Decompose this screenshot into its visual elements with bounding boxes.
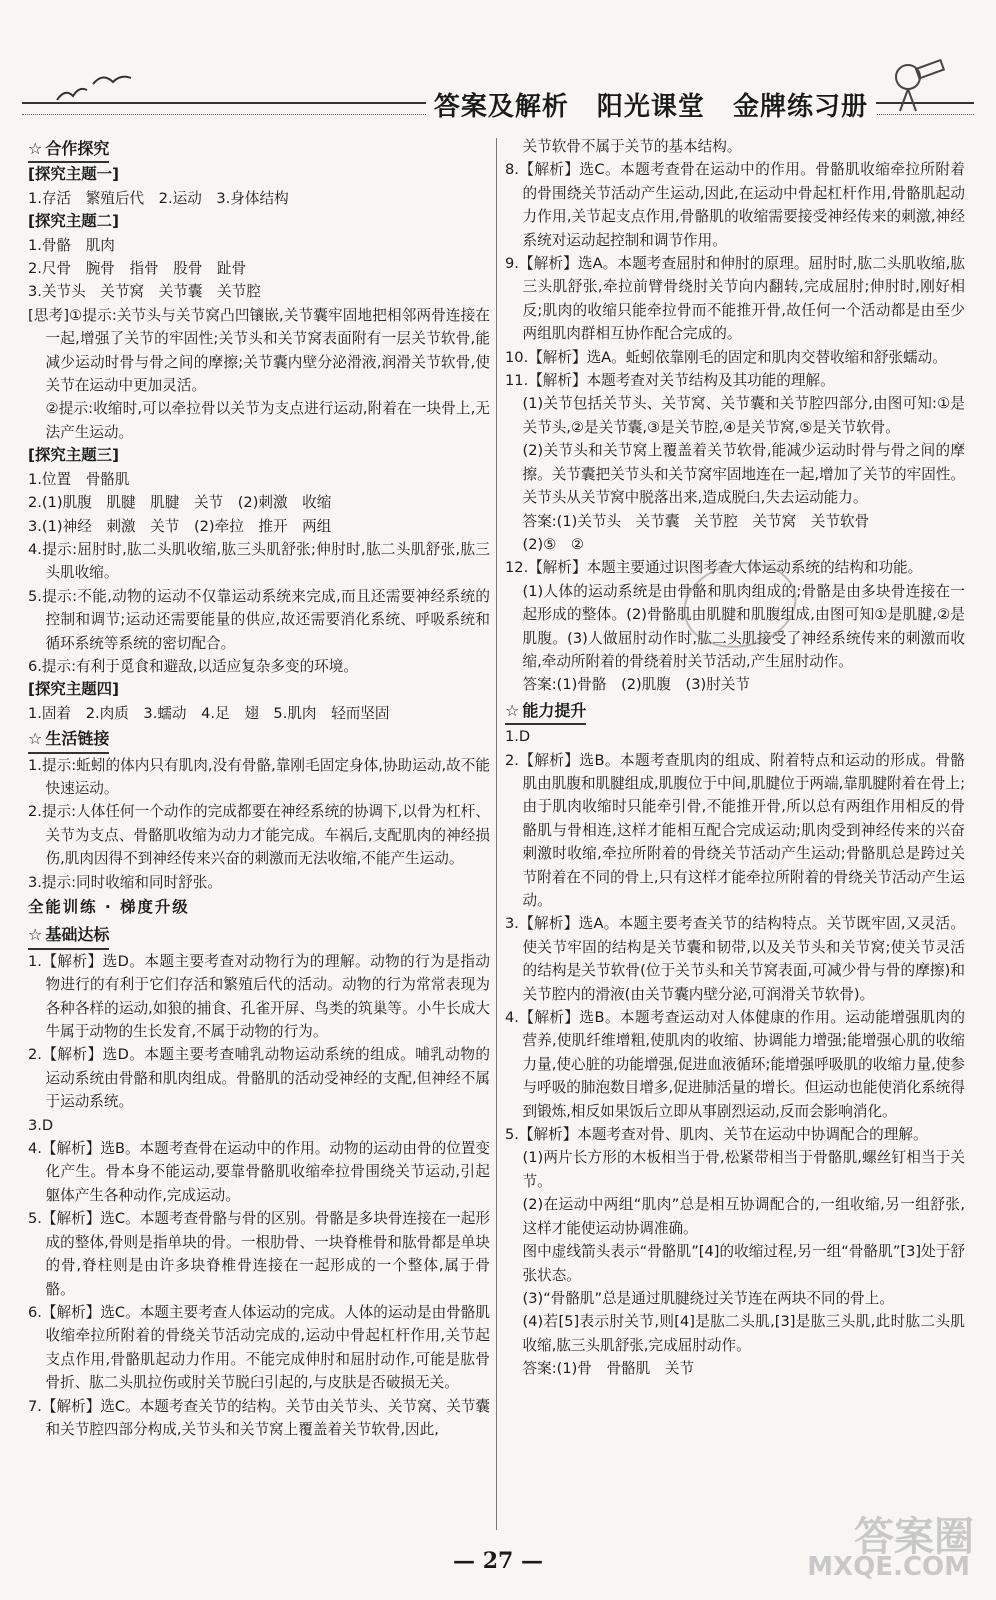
answer-item: 1.提示:蚯蚓的体内只有肌肉,没有骨骼,靠刚毛固定身体,协助运动,故不能快速运动。	[28, 756, 490, 797]
answer-item: 1.【解析】选D。本题主要考查对动物行为的理解。动物的行为是指动物进行的有利于它们存活和繁殖后代的活动。动物的行为常常表现为各种各样的运动,如狼的捕食、孔雀开屏、鸟类的筑巢等。小牛长成大牛属于动物的生长发育,不属于动物的行为。	[28, 952, 490, 1041]
answer-item: 5.【解析】本题考查对骨、肌肉、关节在运动中协调配合的理解。	[505, 1126, 928, 1144]
header-answers-label: 答案及解析	[433, 92, 569, 122]
answer-subitem: (4)若[5]表示肘关节,则[4]是肱二头肌,[3]是肱三头肌,此时肱二头肌收缩,肱三头肌舒张,完成屈肘动作。	[522, 1313, 965, 1354]
answer-item: [思考]①提示:关节头与关节窝凸凹镶嵌,关节囊牢固地把相邻两骨连接在一起,增强了关节的牢固性;关节头和关节窝表面附有一层关节软骨,能减少运动时骨与骨之间的摩擦;关节囊内壁分泌滑液,润滑关节软骨,使关节在运动中更加灵活。	[28, 306, 490, 395]
section-heading	[28, 923, 109, 949]
answer-item: 4.【解析】选B。本题考查骨在运动中的作用。动物的运动由骨的位置变化产生。骨本身不能运动,要靠骨骼肌收缩牵拉骨围绕关节运动,引起躯体产生各种动作,完成运动。	[28, 1140, 490, 1204]
star-icon: ☆	[505, 700, 520, 720]
answer-item: 5.【解析】选C。本题考查骨骼与骨的区别。骨骼是多块骨连接在一起形成的整体,骨则是指单块的骨。一根肋骨、一块脊椎骨和肱骨都是单块的骨,脊柱则是由许多块脊椎骨连接在一起形成的一个整体,属于骨骼。	[28, 1210, 490, 1298]
answer-line: 2.尺骨 腕骨 指骨 股骨 趾骨	[28, 260, 247, 278]
header-series-label: 阳光课堂	[596, 92, 705, 122]
answer-subitem: (2)在运动中两组“肌肉”总是相互协调配合的,一组收缩,另一组舒张,这样才能使运动协调准确。	[522, 1196, 965, 1237]
section-heading-text: 基础达标	[45, 925, 110, 945]
answer-line: 1.位置 骨骼肌	[28, 470, 130, 488]
page-header	[0, 0, 996, 135]
answer-subitem: ②提示:收缩时,可以牵拉骨以关节为支点进行运动,附着在一块骨上,无法产生运动。	[45, 400, 490, 441]
watermark-url: MXQE.COM	[807, 1552, 970, 1582]
answer-subitem: 答案:(1)关节头 关节囊 关节腔 关节窝 关节软骨	[522, 512, 870, 530]
answer-line: 1.骨骼 肌肉	[28, 236, 115, 254]
answer-item: 7.【解析】选C。本题考查关节的结构。关节由关节头、关节窝、关节囊和关节腔四部分构成,关节头和关节窝上覆盖着关节软骨,因此,	[28, 1397, 490, 1438]
header-title	[426, 86, 876, 123]
answer-item: 8.【解析】选C。本题考查骨在运动中的作用。骨骼肌收缩牵拉所附着的骨围绕关节活动产生运动,因此,在运动中骨起杠杆作用,骨骼肌起动力作用,关节起支点作用,骨骼肌的收缩需要接受神经传来的刺激,神经系统对运动起控制和调节作用。	[505, 161, 965, 249]
column-divider	[496, 138, 497, 1530]
star-icon: ☆	[28, 139, 43, 158]
section-heading-text: 合作探究	[45, 139, 110, 158]
header-book-label: 金牌练习册	[732, 92, 868, 122]
answer-subitem: 图中虚线箭头表示“骨骼肌”[4]的收缩过程,另一组“骨骼肌”[3]处于舒张状态。	[522, 1243, 965, 1284]
answer-subitem: (3)“骨骼肌”总是通过肌腱绕过关节连在两块不同的骨上。	[522, 1289, 894, 1307]
telescope-icon	[886, 55, 956, 115]
answer-subitem: 答案:(1)骨 骨骼肌 关节	[522, 1360, 695, 1378]
answer-subitem: (1)两片长方形的木板相当于骨,松紧带相当于骨骼肌,螺丝钉相当于关节。	[522, 1149, 965, 1190]
answer-subitem: (1)人体的运动系统是由骨骼和肌肉组成的;骨骼是由多块骨连接在一起形成的整体。(2)骨骼肌由肌腱和肌腹组成,由图可知①是肌腱,②是肌腹。(3)人做屈肘动作时,肱二头肌接受了神经系统传来的刺激而收缩,牵动所附着的骨绕着肘关节活动,产生屈肘动作。	[522, 582, 965, 670]
answer-item: 2.【解析】选D。本题主要考查哺乳动物运动系统的组成。哺乳动物的运动系统由骨骼和肌肉组成。骨骼肌的活动受神经的支配,但神经不属于运动系统。	[28, 1046, 490, 1111]
answer-item: 2.提示:人体任何一个动作的完成都要在神经系统的协调下,以骨为杠杆、关节为支点、骨骼肌收缩为动力才能完成。车祸后,支配肌肉的神经损伤,肌肉因得不到神经传来兴奋的刺激而无法收缩,不能产生运动。	[28, 803, 490, 868]
answer-item: 10.【解析】选A。蚯蚓依靠刚毛的固定和肌肉交替收缩和舒张蠕动。	[505, 348, 947, 366]
star-icon: ☆	[28, 925, 43, 945]
topic-heading: [探究主题四]	[28, 680, 120, 699]
section-heading	[28, 727, 109, 753]
watermark-logo: 答案圈	[854, 1514, 974, 1560]
answer-subitem: (1)关节包括关节头、关节窝、关节囊和关节腔四部分,由图可知:①是关节头,②是关节囊,③是关节腔,④是关节窝,⑤是关节软骨。	[522, 395, 965, 436]
answer-subitem: (2)⑤ ②	[522, 535, 584, 553]
answer-item: 6.提示:有利于觅食和避敌,以适应复杂多变的环境。	[28, 657, 358, 675]
answer-line: 3.(1)神经 刺激 关节 (2)牵拉 推开 两组	[28, 517, 332, 535]
topic-heading: [探究主题二]	[28, 212, 120, 231]
page-number: — 27 —	[453, 1548, 543, 1574]
section-heading	[505, 699, 586, 725]
right-column	[505, 135, 965, 1381]
answer-line: 1.固着 2.肉质 3.蠕动 4.足 翅 5.肌肉 轻而坚固	[28, 704, 390, 722]
answer-line: 1.存活 繁殖后代 2.运动 3.身体结构	[28, 189, 289, 207]
topic-heading: [探究主题三]	[28, 446, 120, 465]
answer-item: 4.提示:屈肘时,肱二头肌收缩,肱三头肌舒张;伸肘时,肱二头肌舒张,肱三头肌收缩。	[28, 540, 490, 582]
answer-item: 11.【解析】本题考查对关节结构及其功能的理解。	[505, 372, 835, 390]
answer-item: 6.【解析】选C。本题主要考查人体运动的完成。人体的运动是由骨骼肌收缩牵拉所附着的骨绕关节活动完成的,运动中骨起杠杆作用,关节起支点作用,骨骼肌起动力作用。不能完成伸肘和屈肘动作,可能是肱骨骨折、肱二头肌拉伤或肘关节脱臼引起的,与皮肤是否破损无关。	[28, 1303, 490, 1392]
answer-item: 12.【解析】本题主要通过识图考查人体运动系统的结构和功能。	[505, 559, 923, 577]
answer-item: 2.【解析】选B。本题考查肌肉的组成、附着特点和运动的形成。骨骼肌由肌腹和肌腱组成,肌腹位于中间,肌腱位于两端,靠肌腱附着在骨上;由于肌肉收缩时只能牵引骨,不能推开骨,所以总有两组作用相反的骨骼肌与骨相连,这样才能相互配合完成运动;肌肉受到神经传来的兴奋刺激时收缩,牵拉所附着的骨绕关节活动产生运动;骨骼肌总是跨过关节附着在不同的骨上,只有这样才能牵拉所附着的骨绕关节活动产生运动。	[505, 751, 965, 909]
left-column	[28, 135, 490, 1441]
answer-item: 9.【解析】选A。本题考查屈肘和伸肘的原理。屈肘时,肱二头肌收缩,肱三头肌舒张,牵拉前臂骨绕肘关节向内翻转,完成屈肘;伸肘时,刚好相反;肌肉的收缩只能牵拉骨而不能推开骨,故任何一个活动都是由至少两组肌肉群相互协作配合完成的。	[505, 255, 965, 343]
answer-item: 4.【解析】选B。本题考查运动对人体健康的作用。运动能增强肌肉的营养,使肌纤维增粗,使肌肉的收缩、协调能力增强;能增强心肌的收缩力量,使心脏的功能增强,促进血液循环;能增强呼吸肌的收缩力量,使参与呼吸的肺泡数目增多,促进肺活量的增长。但运动也能使消化系统得到锻炼,相反如果饭后立即从事剧烈运动,反而会影响消化。	[505, 1009, 965, 1120]
answer-line: 3.关节头 关节窝 关节囊 关节腔	[28, 283, 261, 301]
section-heading-text: 生活链接	[45, 729, 110, 749]
answer-line: 2.(1)肌腹 肌腱 肌腱 关节 (2)刺激 收缩	[28, 494, 332, 512]
star-icon: ☆	[28, 729, 43, 749]
topic-heading: [探究主题一]	[28, 165, 120, 184]
training-heading: 全能训练 · 梯度升级	[28, 898, 190, 916]
section-heading-text: 能力提升	[522, 700, 587, 720]
answer-item: 5.提示:不能,动物的运动不仅靠运动系统来完成,而且还需要神经系统的控制和调节;运动还需要能量的供应,故还需要消化系统、呼吸系统和循环系统等系统的密切配合。	[28, 587, 490, 652]
answer-line: 3.D	[28, 1116, 54, 1134]
answer-item: 3.【解析】选A。本题主要考查关节的结构特点。关节既牢固,又灵活。使关节牢固的结构是关节囊和韧带,以及关节头和关节窝;使关节灵活的结构是关节软骨(位于关节头和关节窝表面,可减少骨与骨的摩擦)和关节腔内的滑液(由关节囊内壁分泌,可润滑关节软骨)。	[505, 915, 965, 1003]
answer-subitem: 答案:(1)骨骼 (2)肌腹 (3)肘关节	[522, 676, 750, 694]
answer-item: 3.提示:同时收缩和同时舒张。	[28, 873, 222, 891]
answer-line: 1.D	[505, 728, 531, 746]
section-heading	[28, 137, 109, 163]
answer-subitem: (2)关节头和关节窝上覆盖着关节软骨,能减少运动时骨与骨之间的摩擦。关节囊把关节头和关节窝牢固地连在一起,增加了关节的牢固性。关节头从关节窝中脱落出来,造成脱臼,失去运动能力。	[522, 442, 965, 507]
answer-subitem: 关节软骨不属于关节的基本结构。	[522, 138, 742, 155]
